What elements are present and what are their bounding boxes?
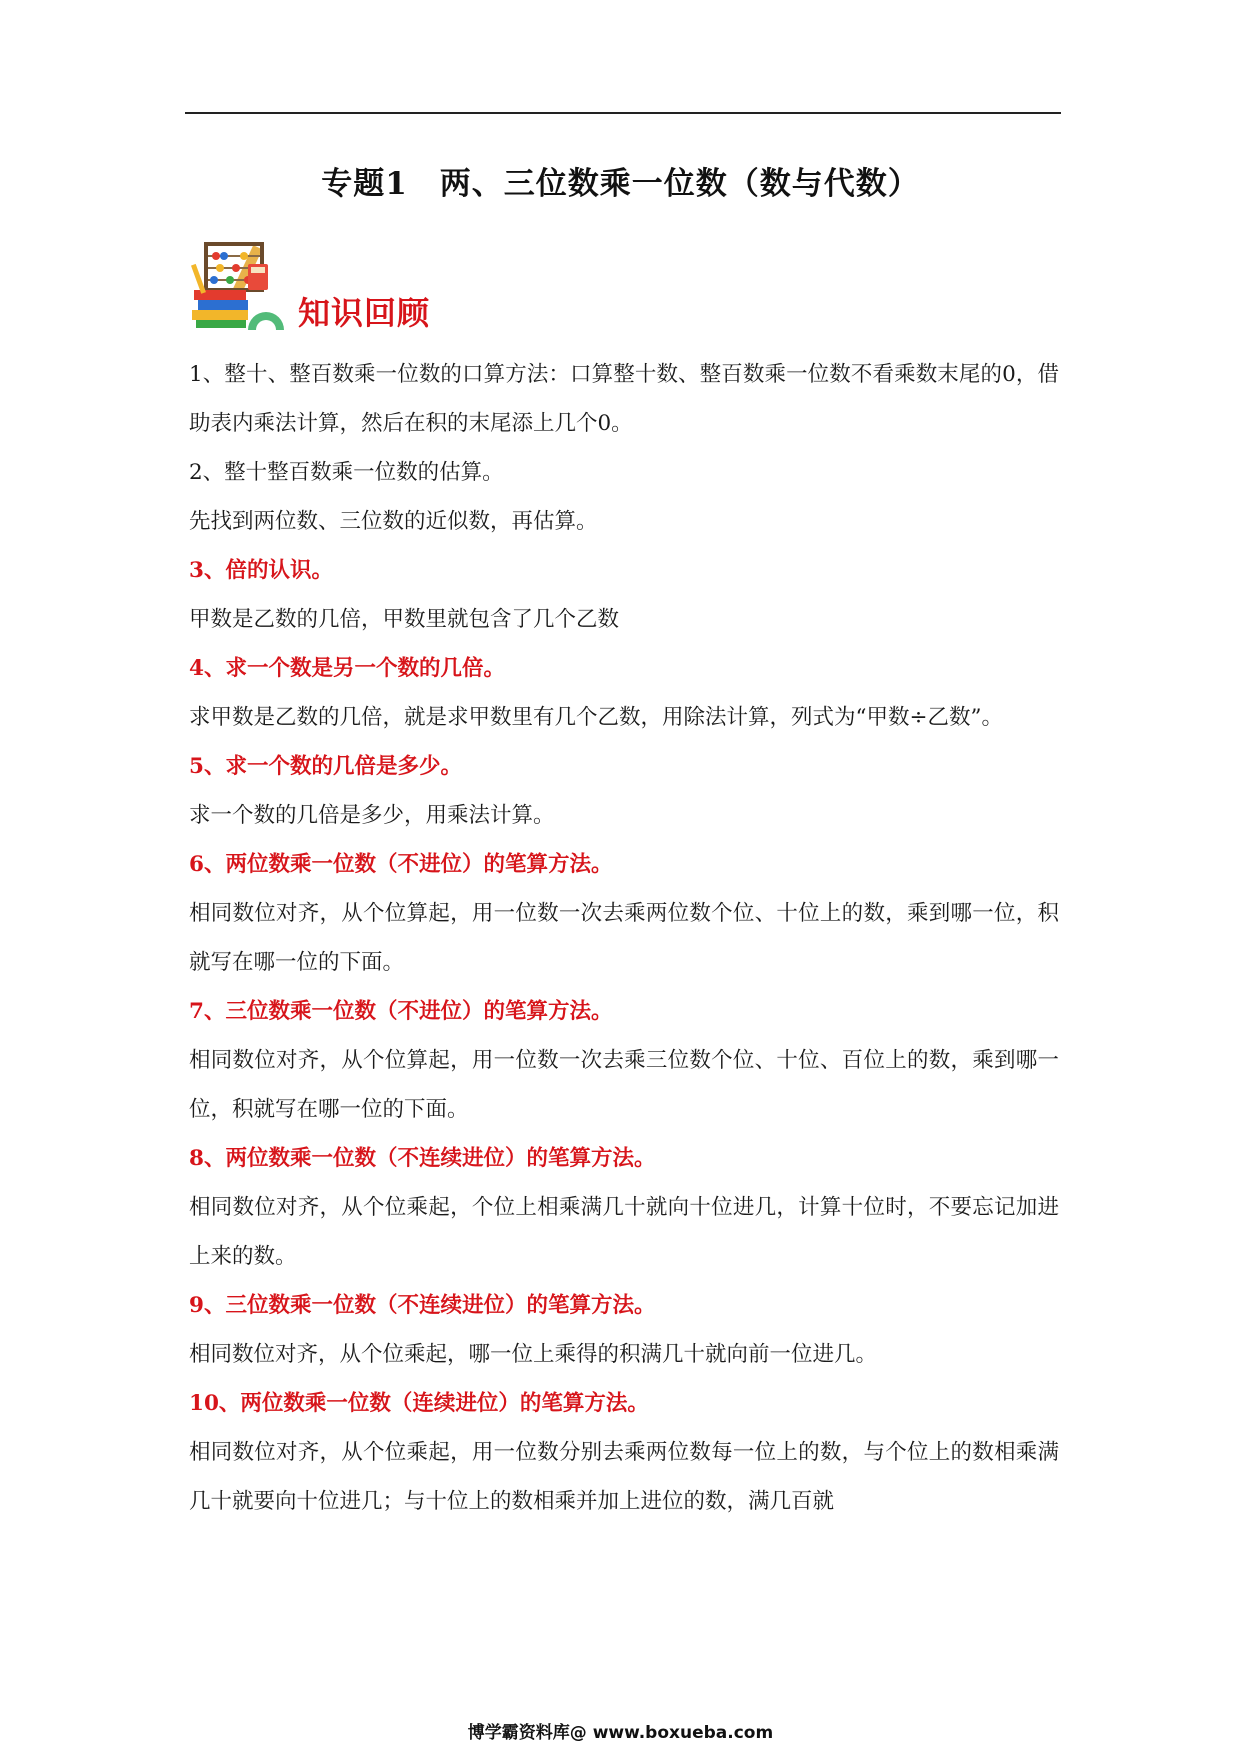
content-body: [189, 350, 1059, 1526]
paragraph: 求甲数是乙数的几倍，就是求甲数里有几个乙数，用除法计算，列式为“甲数÷乙数”。: [189, 705, 1004, 730]
section-heading: 7、三位数乘一位数（不进位）的笔算方法。: [189, 999, 613, 1024]
section-heading: 5、求一个数的几倍是多少。: [189, 754, 462, 779]
section-heading: 4、求一个数是另一个数的几倍。: [189, 656, 505, 681]
paragraph: 相同数位对齐，从个位算起，用一位数一次去乘两位数个位、十位上的数，乘到哪一位，积就写在哪一位的下面。: [189, 901, 1059, 975]
section-heading: 10、两位数乘一位数（连续进位）的笔算方法。: [189, 1391, 649, 1416]
top-rule: [185, 112, 1061, 114]
paragraph: 相同数位对齐，从个位乘起，用一位数分别去乘两位数每一位上的数，与个位上的数相乘满几十就要向十位进几；与十位上的数相乘并加上进位的数，满几百就: [189, 1440, 1059, 1514]
abacus-books-ruler-icon: [190, 238, 290, 338]
page-title: 专题1 两、三位数乘一位数（数与代数）: [321, 166, 920, 202]
paragraph: 甲数是乙数的几倍，甲数里就包含了几个乙数: [189, 607, 620, 632]
paragraph: 求一个数的几倍是多少，用乘法计算。: [189, 803, 555, 828]
section-header: [190, 238, 510, 338]
paragraph: 相同数位对齐，从个位算起，用一位数一次去乘三位数个位、十位、百位上的数，乘到哪一位，积就写在哪一位的下面。: [189, 1048, 1059, 1122]
paragraph: 1、整十、整百数乘一位数的口算方法：口算整十数、整百数乘一位数不看乘数末尾的0，借助表内乘法计算，然后在积的末尾添上几个0。: [189, 362, 1059, 436]
section-title: 知识回顾: [298, 294, 431, 332]
paragraph: 相同数位对齐，从个位乘起，个位上相乘满几十就向十位进几，计算十位时，不要忘记加进上来的数。: [189, 1195, 1059, 1269]
section-heading: 3、倍的认识。: [189, 558, 333, 583]
section-heading: 6、两位数乘一位数（不进位）的笔算方法。: [189, 852, 613, 877]
paragraph: 相同数位对齐，从个位乘起，哪一位上乘得的积满几十就向前一位进几。: [189, 1342, 878, 1367]
section-heading: 8、两位数乘一位数（不连续进位）的笔算方法。: [189, 1146, 656, 1171]
footer-watermark: 博学霸资料库@ www.boxueba.com: [467, 1723, 774, 1743]
section-heading: 9、三位数乘一位数（不连续进位）的笔算方法。: [189, 1293, 656, 1318]
paragraph: 先找到两位数、三位数的近似数，再估算。: [189, 509, 598, 534]
paragraph: 2、整十整百数乘一位数的估算。: [189, 460, 504, 485]
